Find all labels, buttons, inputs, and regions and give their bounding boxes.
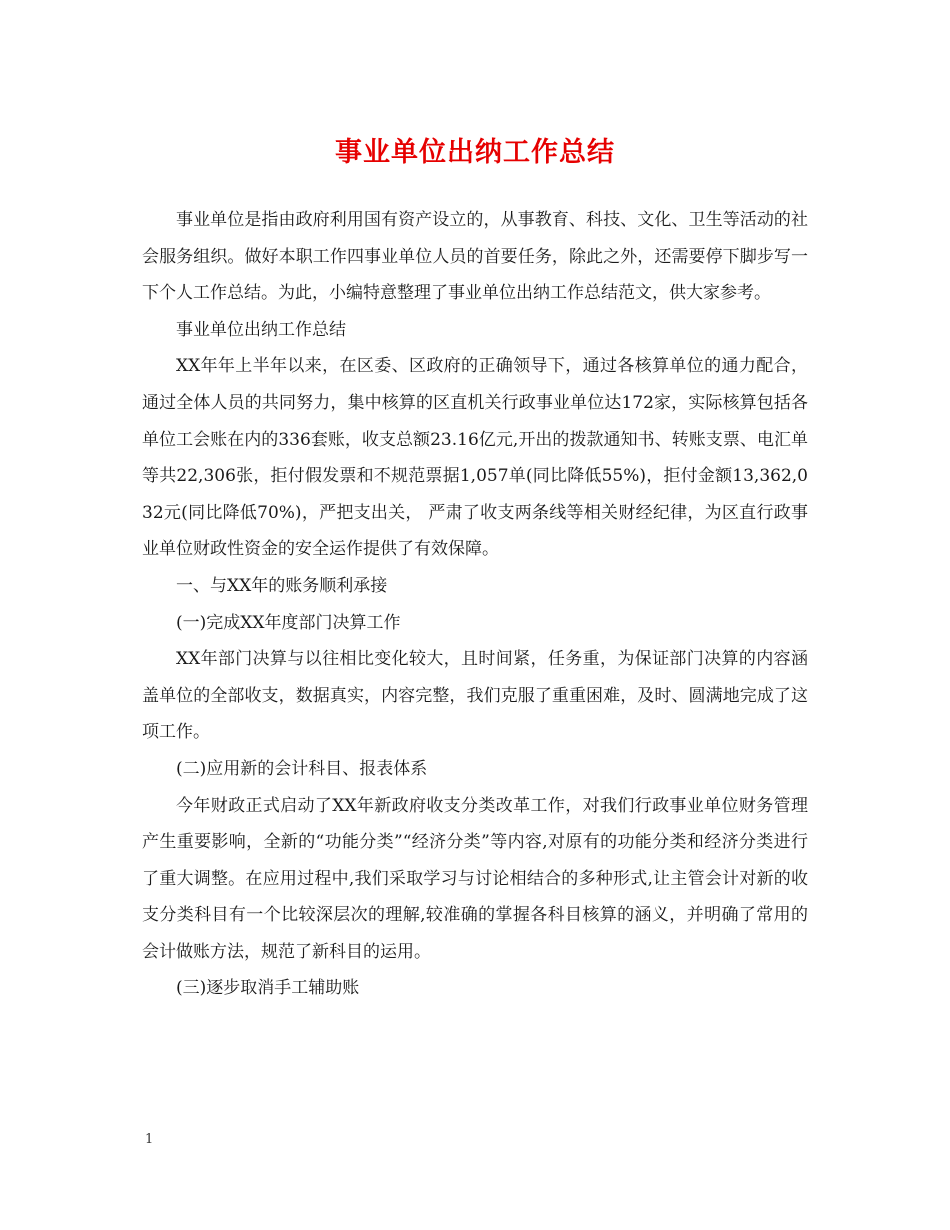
document-title: 事业单位出纳工作总结 — [335, 137, 615, 168]
paragraph-final-accounts: XX年部门决算与以往相比变化较大，且时间紧，任务重，为保证部门决算的内容涵盖单位的全部收支，数据真实，内容完整，我们克服了重重困难，及时、圆满地完成了这项工作。 — [142, 649, 808, 743]
paragraph-subtitle: 事业单位出纳工作总结 — [176, 319, 346, 340]
paragraph-new-accounting: 今年财政正式启动了XX年新政府收支分类改革工作，对我们行政事业单位财务管理产生重要影响，全新的“功能分类”“经济分类”等内容,对原有的功能分类和经济分类进行了重大调整。在应用过程中,我们采取学习与讨论相结合的多种形式,让主管会计对新的收支分类科目有一个比较深层次的理解,较准确的掌握各科目核算的涵义，并明确了常用的会计做账方法，规范了新科目的运用。 — [142, 795, 808, 962]
paragraph-summary: XX年年上半年以来，在区委、区政府的正确领导下，通过各核算单位的通力配合，通过全体人员的共同努力，集中核算的区直机关行政事业单位达172家，实际核算包括各单位工会账在内的336套账，收支总额23.16亿元,开出的拨款通知书、转账支票、电汇单等共22,306张，拒付假发票和不规范票据1,057单(同比降低55%)，拒付金额13,362,032元(同比降低70%)，严把支出关， 严肃了收支两条线等相关财经纪律，为区直行政事业单位财政性资金的安全运作提供了有效保障。 — [142, 356, 808, 560]
subsection-heading-1: (一)完成XX年度部门决算工作 — [176, 612, 401, 633]
section-heading-1: 一、与XX年的账务顺利承接 — [176, 575, 388, 596]
document-body — [142, 202, 808, 1007]
paragraph-intro: 事业单位是指由政府利用国有资产设立的，从事教育、科技、文化、卫生等活动的社会服务组织。做好本职工作四事业单位人员的首要任务，除此之外，还需要停下脚步写一下个人工作总结。为此，小编特意整理了事业单位出纳工作总结范文，供大家参考。 — [142, 210, 808, 304]
page-number: 1 — [145, 1132, 154, 1147]
subsection-heading-3: (三)逐步取消手工辅助账 — [176, 978, 360, 999]
subsection-heading-2: (二)应用新的会计科目、报表体系 — [176, 758, 428, 779]
